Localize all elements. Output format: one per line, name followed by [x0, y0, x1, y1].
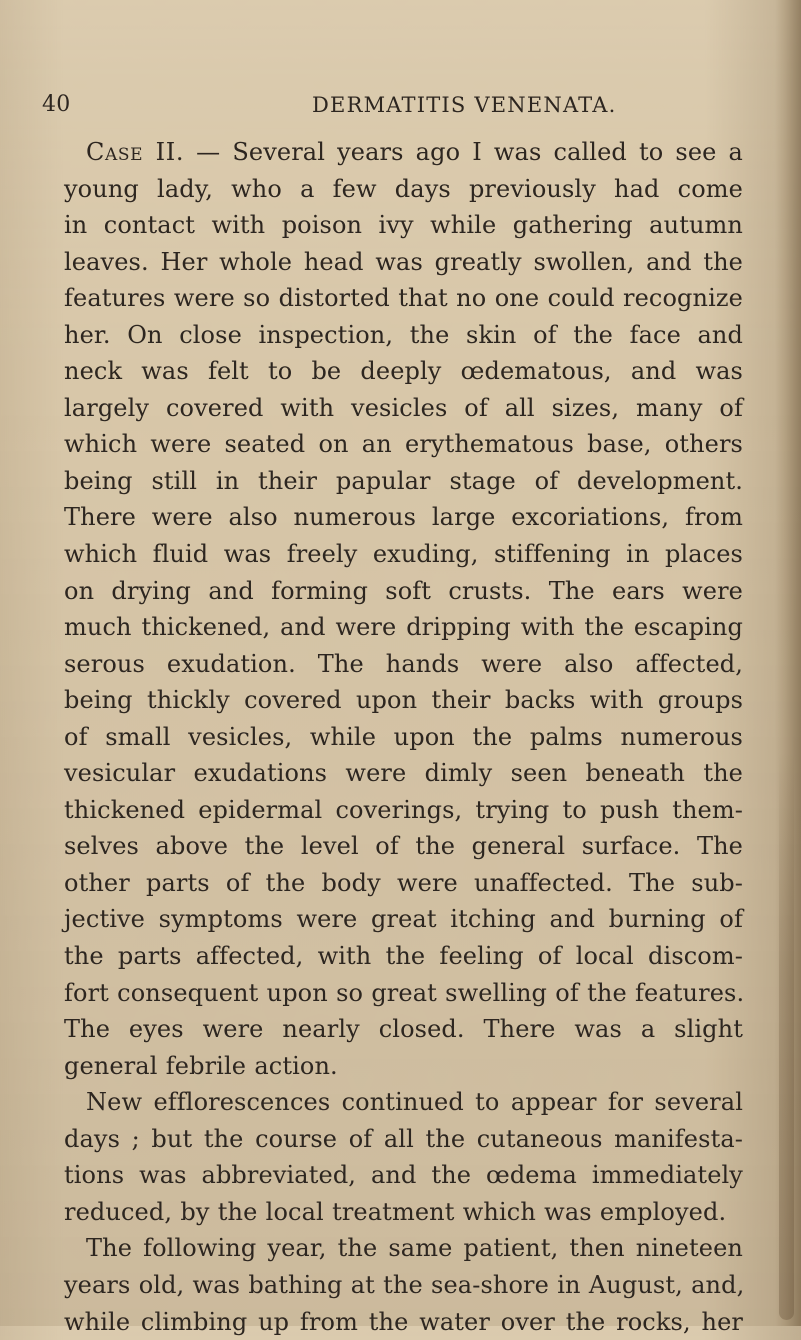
text-line: vesicular exudations were dimly seen beneath the	[64, 755, 743, 792]
text-line: jective symptoms were great itching and burning of	[64, 901, 743, 938]
text-line: general febrile action.	[64, 1048, 743, 1085]
page-header	[42, 88, 732, 122]
text-line: the parts affected, with the feeling of local discom-	[64, 938, 743, 975]
text-line: New efflorescences continued to appear for several	[64, 1084, 743, 1121]
text-line: There were also numerous large excoriations, from	[64, 499, 743, 536]
text-line: which were seated on an erythematous base, others	[64, 426, 743, 463]
text-line: in contact with poison ivy while gathering autumn	[64, 207, 743, 244]
text-line: fort consequent upon so great swelling of the features.	[64, 975, 743, 1012]
text-line: which fluid was freely exuding, stiffening in places	[64, 536, 743, 573]
text-line: features were so distorted that no one could recognize	[64, 280, 743, 317]
text-line: reduced, by the local treatment which was employed.	[64, 1194, 743, 1231]
text-line: other parts of the body were unaffected. The sub-	[64, 865, 743, 902]
text-line: leaves. Her whole head was greatly swollen, and the	[64, 244, 743, 281]
text-line: her. On close inspection, the skin of the face and	[64, 317, 743, 354]
page-number: 40	[42, 88, 71, 122]
text-line	[64, 134, 743, 171]
body-text	[64, 134, 743, 1340]
text-line: while climbing up from the water over the rocks, her	[64, 1304, 743, 1340]
text-line-fragment: — Several years ago I was called to see a	[184, 138, 743, 166]
running-title: DERMATITIS VENENATA.	[312, 88, 616, 122]
text-line: thickened epidermal coverings, trying to push them-	[64, 792, 743, 829]
case-heading: Case II.	[86, 138, 184, 166]
text-line: of small vesicles, while upon the palms numerous	[64, 719, 743, 756]
text-line: being thickly covered upon their backs with groups	[64, 682, 743, 719]
text-line: The following year, the same patient, then nineteen	[64, 1230, 743, 1267]
text-line: serous exudation. The hands were also affected,	[64, 646, 743, 683]
text-line: days ; but the course of all the cutaneous manifesta-	[64, 1121, 743, 1158]
text-line: young lady, who a few days previously had come	[64, 171, 743, 208]
text-line: neck was felt to be deeply œdematous, and was	[64, 353, 743, 390]
binding-shadow	[779, 750, 794, 1320]
text-line: largely covered with vesicles of all sizes, many of	[64, 390, 743, 427]
text-line: being still in their papular stage of development.	[64, 463, 743, 500]
text-line: tions was abbreviated, and the œdema immediately	[64, 1157, 743, 1194]
text-line: years old, was bathing at the sea-shore in August, and,	[64, 1267, 743, 1304]
text-line: selves above the level of the general surface. The	[64, 828, 743, 865]
text-line: much thickened, and were dripping with the escaping	[64, 609, 743, 646]
text-line: on drying and forming soft crusts. The ears were	[64, 573, 743, 610]
text-line: The eyes were nearly closed. There was a slight	[64, 1011, 743, 1048]
